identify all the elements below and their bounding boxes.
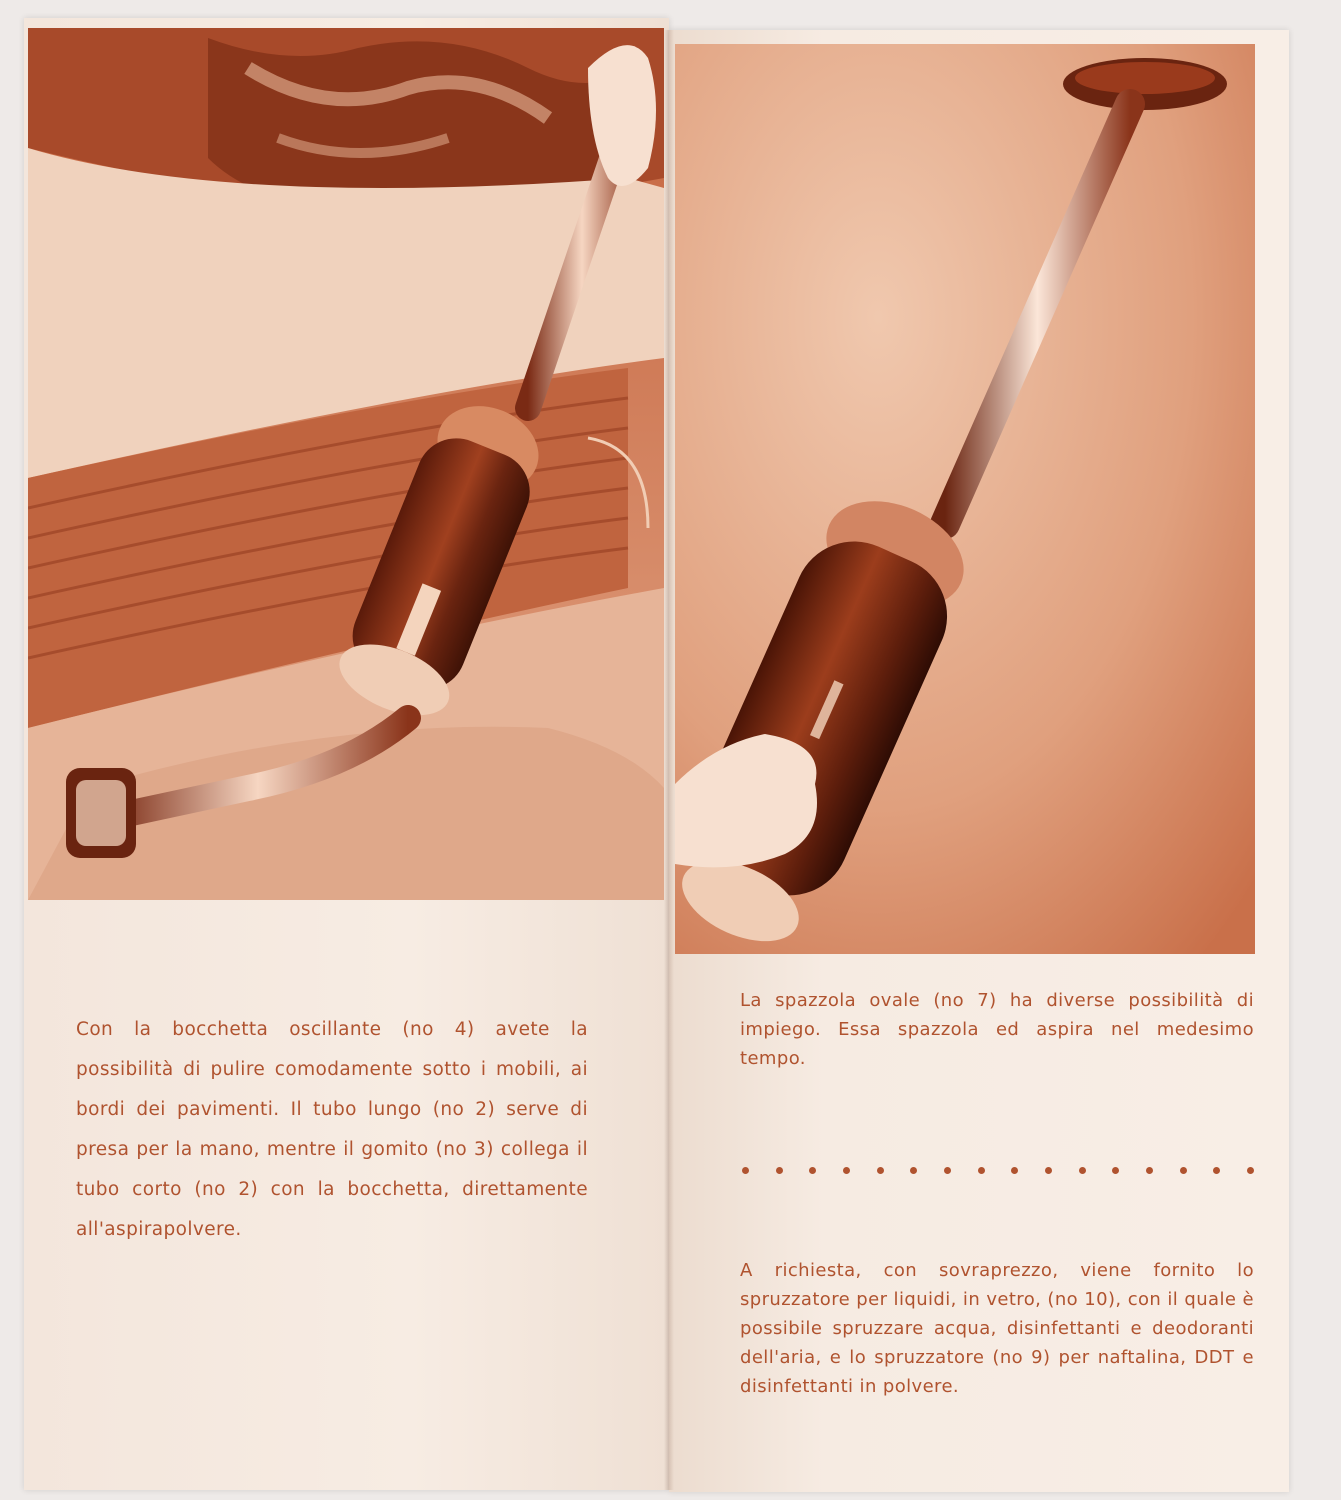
separator-dot xyxy=(877,1167,884,1174)
caption-oval-brush: La spazzola ovale (no 7) ha diverse possibilità di impiego. Essa spazzola ed aspira nel medesimo tempo. xyxy=(740,990,1254,1069)
separator-dot xyxy=(1079,1167,1086,1174)
separator-dot xyxy=(910,1167,917,1174)
separator-dot xyxy=(944,1167,951,1174)
separator-dot xyxy=(1213,1167,1220,1174)
page-fold xyxy=(664,30,674,1490)
separator-dot xyxy=(1146,1167,1153,1174)
caption-floor-nozzle: Con la bocchetta oscillante (no 4) avete la possibilità di pulire comodamente sotto i mobili, ai bordi dei pavimenti. Il tubo lungo (no 2) serve di presa per la mano, mentre il gomito (no 3) collega il tubo corto (no 2) con la bocchetta, direttamente all'aspirapolvere. xyxy=(76,1019,588,1240)
separator-dot xyxy=(1112,1167,1119,1174)
caption-sprayer: A richiesta, con sovraprezzo, viene fornito lo spruzzatore per liquidi, in vetro, (no 10), con il quale è possibile spruzzare acqua, disinfettanti e deodoranti dell'aria, e lo spruzzatore (no 9) per naftalina, DDT e disinfettanti in polvere. xyxy=(740,1260,1254,1397)
photo-vacuum-oval-brush xyxy=(675,44,1255,954)
dotted-separator xyxy=(742,1160,1254,1180)
separator-dot xyxy=(1180,1167,1187,1174)
separator-dot xyxy=(978,1167,985,1174)
separator-dot xyxy=(1247,1167,1254,1174)
separator-dot xyxy=(809,1167,816,1174)
separator-dot xyxy=(1011,1167,1018,1174)
separator-dot xyxy=(843,1167,850,1174)
separator-dot xyxy=(1045,1167,1052,1174)
separator-dot xyxy=(742,1167,749,1174)
separator-dot xyxy=(776,1167,783,1174)
photo-vacuum-under-sofa xyxy=(28,28,664,900)
